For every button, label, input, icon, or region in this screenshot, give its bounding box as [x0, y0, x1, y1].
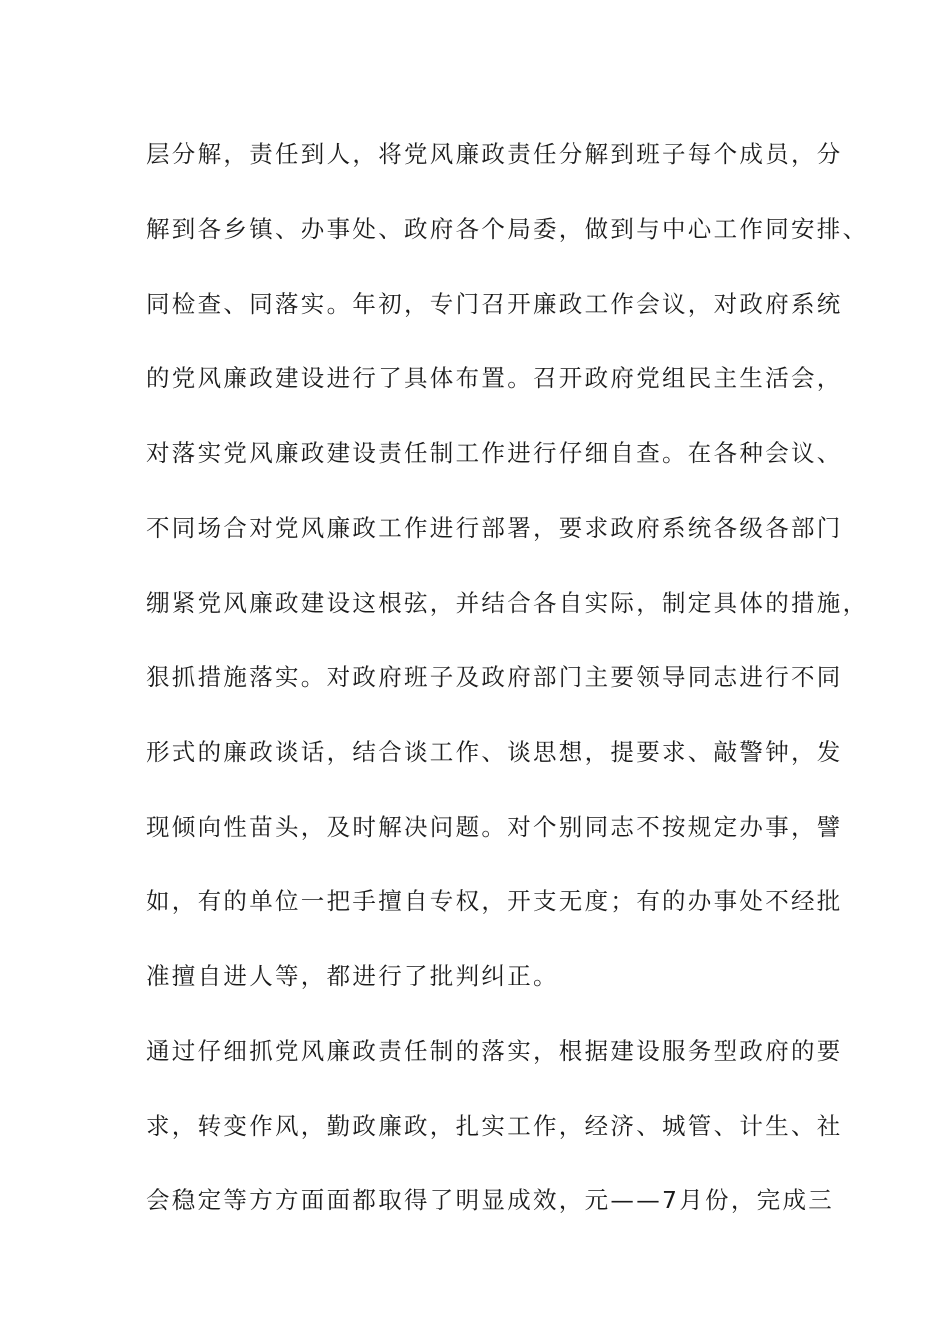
text-line: 现倾向性苗头，及时解决问题。对个别同志不按规定办事，譬	[146, 813, 843, 841]
text-line: 层分解，责任到人，将党风廉政责任分解到班子每个成员，分	[146, 140, 843, 168]
text-line: 如，有的单位一把手擅自专权，开支无度；有的办事处不经批	[146, 887, 843, 915]
text-line: 狠抓措施落实。对政府班子及政府部门主要领导同志进行不同	[146, 663, 843, 691]
text-line: 绷紧党风廉政建设这根弦，并结合各自实际，制定具体的措施，	[146, 589, 869, 617]
text-line: 会稳定等方方面面都取得了明显成效，元——7月份，完成三	[146, 1186, 835, 1214]
text-line: 同检查、同落实。年初，专门召开廉政工作会议，对政府系统	[146, 290, 843, 318]
text-line: 的党风廉政建设进行了具体布置。召开政府党组民主生活会，	[146, 364, 843, 392]
text-line: 对落实党风廉政建设责任制工作进行仔细自查。在各种会议、	[146, 439, 843, 467]
text-line: 通过仔细抓党风廉政责任制的落实，根据建设服务型政府的要	[146, 1037, 843, 1065]
text-line: 求，转变作风，勤政廉政，扎实工作，经济、城管、计生、社	[146, 1112, 843, 1140]
text-line: 准擅自进人等，都进行了批判纠正。	[146, 962, 559, 990]
text-line: 形式的廉政谈话，结合谈工作、谈思想，提要求、敲警钟，发	[146, 738, 843, 766]
text-line: 不同场合对党风廉政工作进行部署，要求政府系统各级各部门	[146, 514, 843, 542]
text-line: 解到各乡镇、办事处、政府各个局委，做到与中心工作同安排、	[146, 215, 869, 243]
